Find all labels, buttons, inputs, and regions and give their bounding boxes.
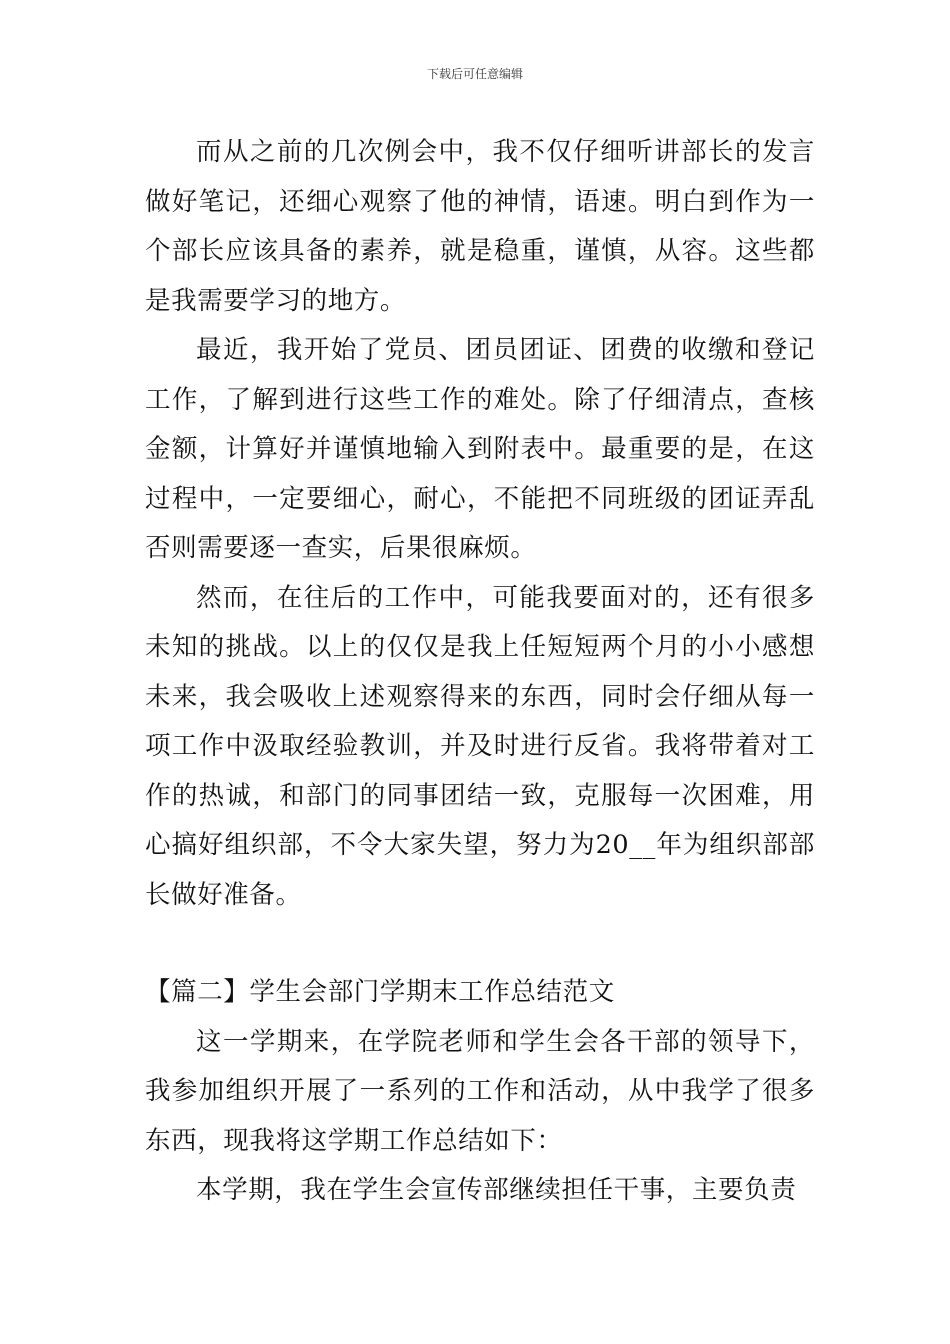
section-title: 【篇二】学生会部门学期末工作总结范文 [145, 977, 615, 1007]
paragraph-2: 最近，我开始了党员、团员团证、团费的收缴和登记工作，了解到进行这些工作的难处。除了仔细清点，查核金额，计算好并谨慎地输入到附表中。最重要的是，在这过程中，一定要细心，耐心，不能把不同班级的团证弄乱否则需要逐一查实，后果很麻烦。 [145, 335, 815, 563]
section-paragraph-2: 本学期，我在学生会宣传部继续担任干事，主要负责 [196, 1175, 797, 1205]
section-paragraph-1: 这一学期来，在学院老师和学生会各干部的领导下，我参加组织开展了一系列的工作和活动，从中我学了很多东西，现我将这学期工作总结如下： [145, 1026, 815, 1156]
document-body [145, 128, 815, 1216]
page-header: 下载后可任意编辑 [426, 67, 523, 81]
paragraph-1: 而从之前的几次例会中，我不仅仔细听讲部长的发言做好笔记，还细心观察了他的神情，语速。明白到作为一个部长应该具备的素养，就是稳重，谨慎，从容。这些都是我需要学习的地方。 [145, 137, 815, 316]
paragraph-3: 然而，在往后的工作中，可能我要面对的，还有很多未知的挑战。以上的仅仅是我上任短短两个月的小小感想未来，我会吸收上述观察得来的东西，同时会仔细从每一项工作中汲取经验教训，并及时进行反省。我将带着对工作的热诚，和部门的同事团结一致，克服每一次困难，用心搞好组织部，不令大家失望，努力为20__年为组织部部长做好准备。 [145, 582, 815, 910]
